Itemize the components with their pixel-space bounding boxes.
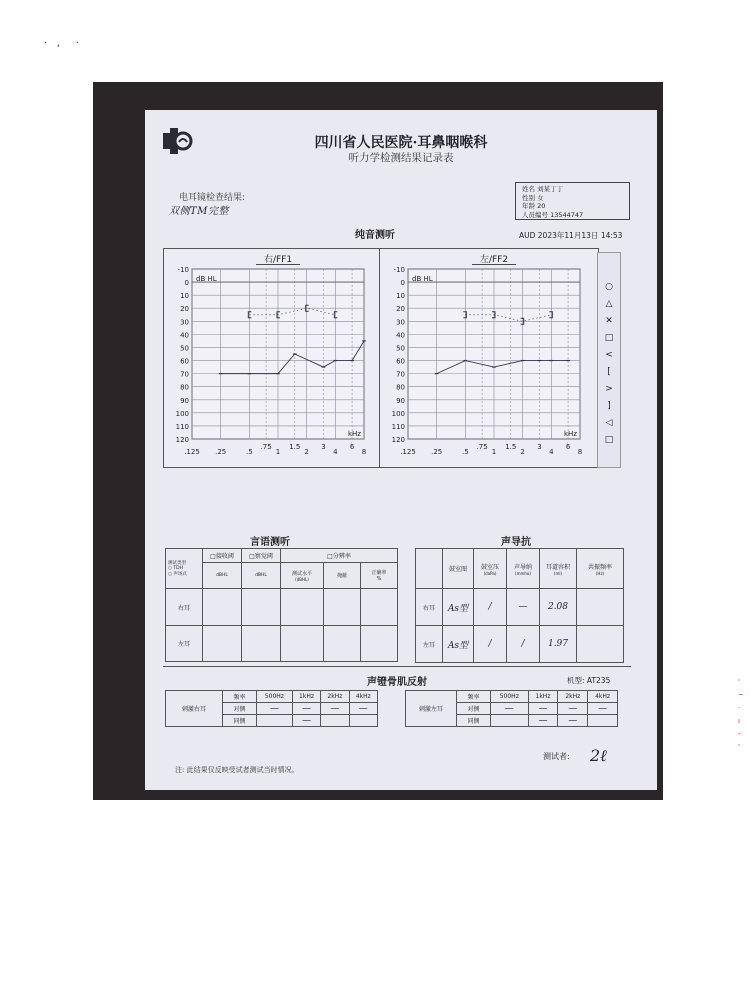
- right-y-tick-label: 0: [184, 279, 189, 288]
- left-y-tick-label: 120: [391, 436, 405, 444]
- right-x-tick-label: 8: [361, 448, 367, 456]
- reflex-title: 声镫骨肌反射: [367, 677, 427, 688]
- right-y-tick-label: 80: [180, 383, 189, 392]
- form-subtitle: 听力学检测结果记录表: [348, 152, 454, 164]
- legend-symbol: ✕: [605, 316, 613, 326]
- right-y-tick-label: 20: [180, 305, 189, 314]
- left-y-tick-label: 0: [400, 279, 405, 288]
- legend-symbol: △: [605, 299, 613, 309]
- left-title-underline: [472, 264, 516, 265]
- legend-symbol: □: [604, 435, 614, 445]
- speech-left-ear: 左耳: [166, 625, 203, 661]
- left-y-tick-label: 30: [396, 318, 405, 327]
- left-x-tick-label: .5: [461, 448, 469, 456]
- right-x-tick-label: .125: [184, 448, 200, 456]
- left-y-unit: dB HL: [412, 275, 433, 284]
- left-chart-title: 左/FF2: [479, 255, 509, 265]
- tymp-right-ear: 右耳: [416, 589, 443, 626]
- right-chart-title: 右/FF1: [263, 255, 293, 265]
- left-y-tick-label: 90: [396, 396, 405, 405]
- speech-recog-header: □察觉阈: [242, 549, 281, 563]
- left-x-tick-label: 4: [549, 448, 554, 456]
- reflex-divider: [163, 666, 631, 667]
- tymp-right-volume: 2.08: [540, 589, 577, 626]
- left-x-tick-label: .25: [431, 448, 443, 456]
- left-x-tick-label: 1.5: [505, 443, 517, 451]
- tymp-left-volume: 1.97: [540, 626, 577, 663]
- left-x-tick-label: 8: [577, 448, 583, 456]
- left-y-tick-label: -10: [393, 266, 405, 274]
- legend-symbol: [: [607, 367, 611, 377]
- patient-name: 刘某丁丁: [537, 185, 564, 193]
- left-y-tick-label: 40: [396, 331, 405, 340]
- footnote: 注: 此结果仅反映受试者测试当时情况。: [175, 766, 299, 774]
- left-x-tick-label: 2: [520, 448, 525, 456]
- right-x-tick-label: .5: [245, 448, 253, 456]
- scan-specks: · , ·: [44, 38, 79, 49]
- right-y-tick-label: 90: [180, 396, 189, 405]
- speech-recv-header: □接收阈: [203, 549, 242, 563]
- legend-symbol: ◁: [605, 418, 613, 428]
- otoscope-handwriting: 双侧TM完整: [169, 206, 229, 217]
- right-x-tick-label: 6: [349, 443, 355, 451]
- patient-info-box: 姓名 刘某丁丁 性别 女 年龄 20 人员编号 13544747: [515, 182, 630, 220]
- test-timestamp: AUD 2023年11月13日 14:53: [519, 231, 623, 240]
- right-x-tick-label: 1: [275, 448, 281, 456]
- left-x-unit: kHz: [564, 430, 577, 438]
- speech-title: 言语测听: [250, 537, 290, 548]
- report-paper: [145, 110, 657, 790]
- left-x-tick-label: .75: [476, 443, 488, 451]
- right-x-tick-label: 3: [321, 443, 326, 451]
- device-model: 机型: AT235: [567, 676, 611, 685]
- right-y-tick-label: 50: [180, 344, 189, 353]
- left-y-tick-label: 10: [396, 292, 405, 301]
- right-y-tick-label: 40: [180, 331, 189, 340]
- tymp-left-ear: 左耳: [416, 626, 443, 663]
- otoscope-label: 电耳镜检查结果:: [179, 193, 246, 203]
- right-x-tick-label: .75: [260, 443, 272, 451]
- speech-right-ear: 右耳: [166, 589, 203, 625]
- right-title-underline: [256, 264, 300, 265]
- audiogram-left-svg: [380, 249, 598, 467]
- legend-symbol: ]: [607, 401, 611, 411]
- audiogram-right: [163, 248, 383, 468]
- right-y-tick-label: 100: [175, 409, 189, 418]
- right-y-tick-label: -10: [177, 266, 189, 274]
- red-edge-marks: ' ~ · ı - ': [738, 678, 744, 751]
- left-y-tick-label: 50: [396, 344, 405, 353]
- patient-age: 20: [537, 202, 546, 210]
- left-x-tick-label: .125: [400, 448, 416, 456]
- right-y-tick-label: 110: [175, 422, 189, 431]
- left-y-tick-label: 20: [396, 305, 405, 314]
- right-x-tick-label: 2: [304, 448, 309, 456]
- left-x-tick-label: 3: [537, 443, 542, 451]
- left-y-tick-label: 110: [391, 422, 405, 431]
- left-y-tick-label: 70: [396, 370, 405, 379]
- legend-symbol: □: [604, 333, 614, 343]
- tymp-table: 鼓室图 鼓室压 (daPa) 声导纳 (mmho) 耳道容积 (ml) 共振频率 (Hz) 右耳 As型 / — 2.08 左耳 As型 / / 1.97: [415, 548, 624, 663]
- tester-signature: 2ℓ: [590, 746, 607, 765]
- right-y-tick-label: 70: [180, 370, 189, 379]
- patient-sex: 女: [537, 193, 544, 202]
- left-x-tick-label: 1: [491, 448, 497, 456]
- tester-label: 测试者:: [543, 752, 570, 761]
- symbol-legend: [597, 252, 621, 468]
- right-y-tick-label: 120: [175, 436, 189, 444]
- hospital-title: 四川省人民医院·耳鼻咽喉科: [314, 135, 488, 151]
- right-x-tick-label: 1.5: [289, 443, 301, 451]
- right-y-tick-label: 10: [180, 292, 189, 301]
- audiogram-right-svg: [164, 249, 382, 467]
- left-y-tick-label: 60: [396, 357, 405, 366]
- reflex-table-left: 刺激左耳 频率 500Hz 1kHz 2kHz 4kHz 对侧 — — — — 同侧 — —: [405, 690, 618, 727]
- legend-symbol: >: [605, 384, 613, 394]
- left-y-tick-label: 80: [396, 383, 405, 392]
- right-y-tick-label: 60: [180, 357, 189, 366]
- pure-tone-title: 纯音测听: [355, 230, 395, 241]
- tymp-left-type: As型: [443, 626, 474, 663]
- speech-wr-header: □分辨率: [281, 549, 398, 563]
- legend-symbol: ○: [605, 282, 613, 292]
- right-y-unit: dB HL: [196, 275, 217, 284]
- right-x-tick-label: .25: [215, 448, 227, 456]
- audiogram-left: [379, 248, 599, 468]
- right-x-unit: kHz: [348, 430, 361, 438]
- speech-table: 测试类型 ○ TDH ○ 声场式 □接收阈 □察觉阈 □分辨率 dBHL dBHL 测试水平 (dBHL) 掩蔽 正确率 % 右耳 左耳: [165, 548, 398, 662]
- left-y-tick-label: 100: [391, 409, 405, 418]
- right-x-tick-label: 4: [333, 448, 338, 456]
- left-x-tick-label: 6: [565, 443, 571, 451]
- legend-symbol: <: [605, 350, 613, 360]
- reflex-table-right: 刺激右耳 频率 500Hz 1kHz 2kHz 4kHz 对侧 — — — — 同侧 —: [165, 690, 378, 727]
- patient-id: 13544747: [550, 210, 584, 219]
- tymp-right-type: As型: [443, 589, 474, 626]
- right-y-tick-label: 30: [180, 318, 189, 327]
- tymp-title: 声导抗: [501, 537, 531, 548]
